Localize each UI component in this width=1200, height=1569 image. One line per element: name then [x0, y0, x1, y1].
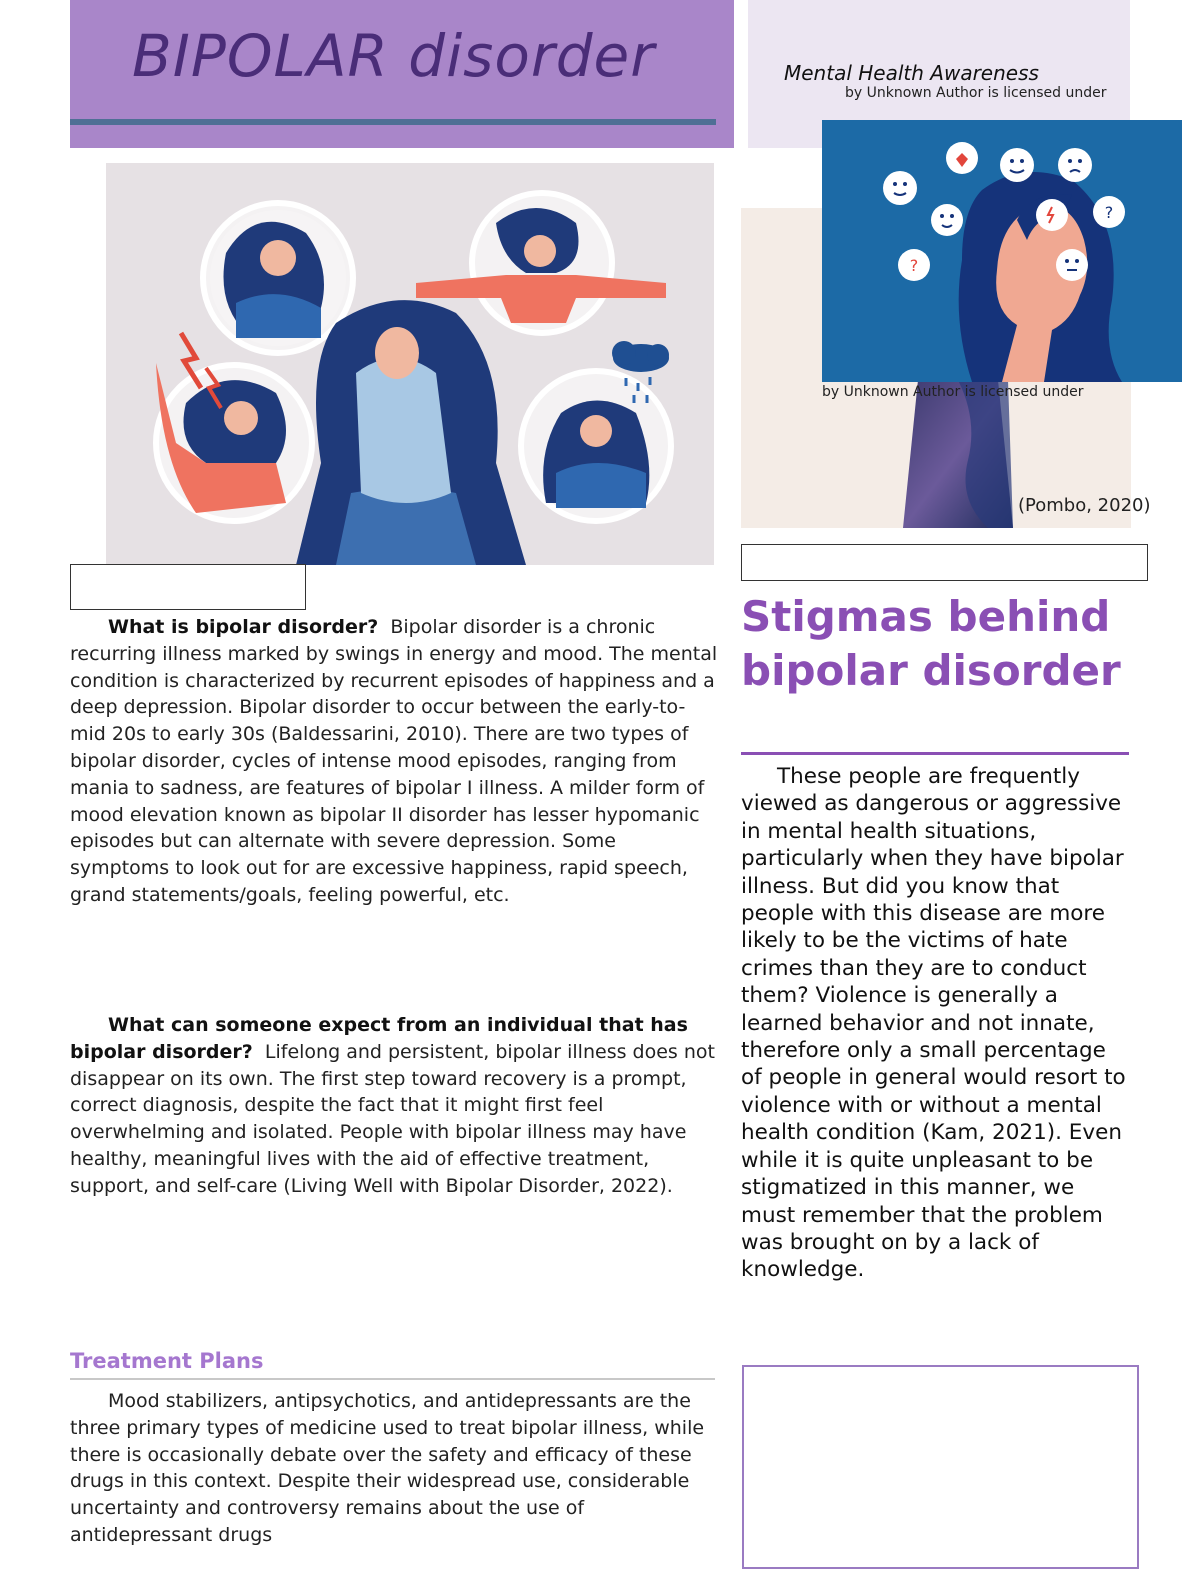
question-heading: What is bipolar disorder? — [108, 616, 379, 638]
title-divider — [70, 119, 716, 125]
hero-illustration — [106, 163, 714, 565]
image-credit: by Unknown Author is licensed under — [845, 85, 1107, 101]
page-title: BIPOLAR disorder — [132, 22, 656, 90]
mood-bubble-sad — [203, 203, 353, 353]
watercolor-portrait — [898, 380, 1018, 528]
image-credit: by Unknown Author is licensed under — [822, 384, 1084, 400]
svg-text:?: ? — [1104, 203, 1114, 222]
article-paragraph-what-is — [70, 614, 720, 909]
article-paragraph-expectations — [70, 1012, 720, 1200]
section-heading-treatment: Treatment Plans — [70, 1349, 264, 1373]
question-heading: What can someone expect from an individual that has bipolar disorder? — [70, 1014, 688, 1063]
treatment-paragraph: Mood stabilizers, antipsychotics, and antidepressants are the three primary types of medicine used to treat bipolar illness, while there is occasionally debate over the safety and efficacy of these drugs in this context. Despite their widespread use, considerable uncertainty and controversy remains about the use of antidepressant drugs — [70, 1390, 705, 1546]
svg-text:?: ? — [909, 256, 919, 275]
side-banner-title: Mental Health Awareness — [784, 61, 1039, 85]
answer-text: Bipolar disorder is a chronic recurring illness marked by swings in energy and mood. The mental condition is characterized by recurrent episodes of happiness and a deep depression. Bipolar disorder to occur between the early-to-mid 20s to early 30s (Baldessarini, 2010). There are two types of bipolar disorder, cycles of intense mood episodes, ranging from mania to sadness, are features of bipolar I illness. A milder form of mood elevation known as bipolar II disorder has lesser hypomanic episodes but can alternate with severe depression. Some symptoms to look out for are excessive happiness, rapid speech, grand statements/goals, feeling powerful, etc. — [70, 616, 718, 906]
answer-text: Lifelong and persistent, bipolar illness does not disappear on its own. The first step toward recovery is a prompt, correct diagnosis, despite the fact that it might first feel overwhelming and isolated. People with bipolar illness may have healthy, meaningful lives with the aid of effective treatment, support, and self-care (Living Well with Bipolar Disorder, 2022). — [70, 1040, 715, 1197]
empty-callout-box — [742, 1365, 1139, 1569]
sidebar-divider — [741, 752, 1129, 755]
sidebar-heading: Stigmas behind bipolar disorder — [741, 592, 1121, 695]
sidebar-paragraph: These people are frequently viewed as dangerous or aggressive in mental health situations, particularly when they have bipolar illness. But did you know that people with this disease are more likely to be the victims of hate crimes than they are to conduct them? Violence is generally a learned behavior and not innate, therefore only a small percentage of people in general would resort to violence with or without a mental health condition (Kam, 2021). Even while it is quite unpleasant to be stigmatized in this manner, we must remember that the problem was brought on by a lack of knowledge. — [741, 764, 1126, 1283]
image-citation: (Pombo, 2020) — [1018, 495, 1151, 516]
mental-health-illustration — [822, 120, 1182, 382]
empty-text-box — [741, 544, 1148, 581]
empty-text-box — [70, 564, 306, 610]
section-divider — [70, 1378, 715, 1380]
